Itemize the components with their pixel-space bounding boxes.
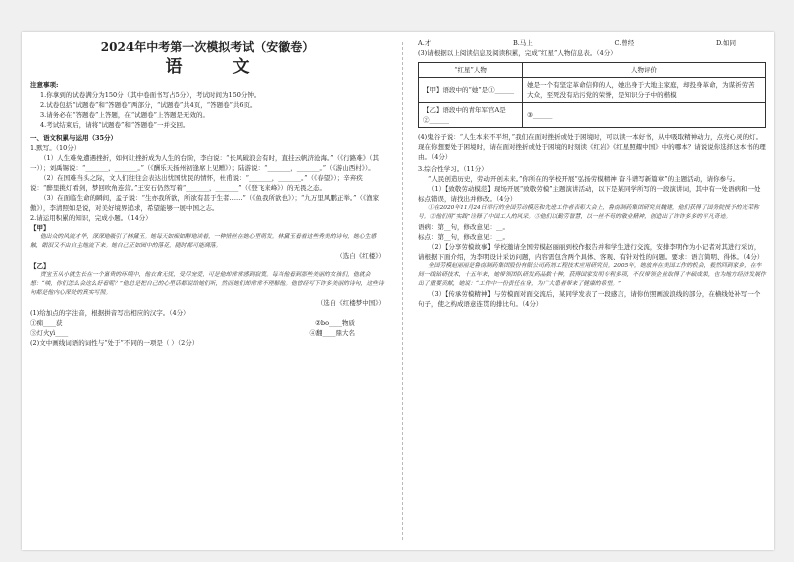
option-b: B.马上 bbox=[512, 39, 533, 47]
question-1-line: （2）在国难当头之际，文人们往往会表达出忧国忧民的情怀，杜甫说：“_______，_______。”（《春望》）；辛弃疾说：“醉里挑灯看剑，梦回吹角连营。”王安石仍然写着“_______，_______”（《登飞来峰》）的无畏之态。 bbox=[30, 174, 363, 192]
pinyin-item: ①痴____获 bbox=[30, 319, 63, 327]
pinyin-item: ②bo____物质 bbox=[315, 319, 355, 327]
section-heading: 一、语文积累与运用（35分） bbox=[30, 134, 118, 142]
table-header: 人物评价 bbox=[523, 63, 766, 78]
table-header: “红星”人物 bbox=[419, 63, 523, 78]
speech-text: ①在2020年11月24日举行的全国劳动模范和先进工作者表彰大会上，鲁南制药集团研究员魏建，他们获得了国务院授予的光荣称号。②他们用“实践”诠释了中国工人的风采。③他们以勤劳智慧，以一丝不苟的敬业精神，创造出了许许多多的平凡奇迹。 bbox=[418, 205, 759, 220]
table-cell: ③______ bbox=[523, 103, 766, 128]
notes-heading: 注意事项: bbox=[30, 81, 59, 89]
subquestion-1: （1）【致敬劳动模范】现场开展“致敬劳模”主题演讲活动，以下是某同学所写的一段演讲词，其中有一处语病和一处标点错误，请找出并修改。（4分） bbox=[418, 185, 761, 203]
fix-line: 标点：第__句，修改意见：__。 bbox=[418, 233, 509, 241]
passage-yi-source: （选自《红楼梦中国》） bbox=[316, 299, 385, 307]
right-column bbox=[418, 38, 766, 309]
note-item: 1.你拿到的试卷满分为150分（其中卷面书写占5分），考试时间为150分钟。 bbox=[40, 91, 261, 99]
passage-jia-label: 【甲】 bbox=[30, 224, 50, 232]
activity-lead: “人民创造历史，劳动开创未来。”你所在的学校开展“弘扬劳模精神 奋斗谱写新篇章”的主题活动，请你参与。 bbox=[428, 175, 740, 183]
note-item: 3.请务必在“答题卷”上答题，在“试题卷”上答题是无效的。 bbox=[40, 111, 209, 119]
passage-yi-label: 【乙】 bbox=[30, 262, 50, 270]
column-divider bbox=[402, 42, 403, 540]
option-c: C.曾经 bbox=[614, 39, 635, 47]
character-info-table bbox=[418, 62, 766, 128]
note-item: 2.试卷包括“试题卷”和“答题卷”两部分，“试题卷”共4页，“答题卷”共6页。 bbox=[40, 101, 257, 109]
subquestion-2: （2）【分享劳模故事】学校邀请全国劳模赵丽丽到校作报告并和学生进行交流，安排李明作为小记者对其进行采访，请根据下面介绍，为李明设计采访问题，内容需包含两个具体、客观、有针对性的问题。要求：语言简明、得体。（4分） bbox=[418, 243, 764, 261]
table-cell: 【甲】语段中的“她”是①______ bbox=[419, 78, 523, 103]
question-1-line: （1）人生难免遭遇挫折，如何让挫折成为人生的台阶，李白说：“长风破浪会有时，直挂云帆济沧海。”（《行路难》（其一））；刘禹锡说：“_______，_______。”（《酬乐天扬州初逢席上见赠》）；陆游说：“_______，_______。”（《游山西村》）。 bbox=[30, 154, 380, 172]
table-cell: 她是一个有坚定革命信仰的人，她出身于大地主家庭，却投身革命，为谋祈劳苦大众，至死没有玷污党的荣誉，是知识分子中的楷模 bbox=[523, 78, 766, 103]
passage-jia-source: （选自《红楼》） bbox=[336, 252, 385, 260]
pinyin-row bbox=[30, 318, 385, 328]
subquestion-2-2: (2)文中画线词语的词性与“处于”不同的一项是（ ）（2分） bbox=[30, 339, 199, 347]
subquestion-2-1: (1)给加点的字注音，根据拼音写出相应的汉字。（4分） bbox=[30, 309, 190, 317]
question-1-title: 1.默写。（10分） bbox=[30, 144, 81, 152]
model-intro-text: 全国劳模赵丽丽是鲁南制药集团股份有限公司药剂工程技术应用研究员。2005年，她放弃在美国工作的机会，毅然回到家乡，在车间一线钻研技术，十五年来，她带领团队研发药品数十种，获得国家发明专利多项，不仅带领企业取得了丰硕成果，也为地方经济发展作出了重要贡献，她说：“工作中一份责任在身，为广大患者带来了健康的希望。” bbox=[418, 263, 766, 287]
pinyin-row bbox=[30, 328, 385, 338]
exam-page bbox=[22, 32, 774, 550]
passage-jia-text: 他出众的风流才华，深深地吸引了林黛玉。她每天如痴如醉地读着，一种情丝在她心里萌发。林黛玉看着这些秀美的诗句，她心生感触，眼泪又不由自主地流下来。她自己正如园中的落花，随时都可能凋落。 bbox=[30, 234, 377, 249]
question-1-line: （3）在面临生命的瞬间，孟子说：“生亦我所欲，所欲有甚于生者……”（《鱼我所欲也》）；“九万里风鹏正举。”（《渔家傲》），李清照如是说，对美好境界追求，希望能够一展中国之志。 bbox=[30, 194, 380, 212]
option-d: D.如同 bbox=[715, 39, 736, 47]
choice-options bbox=[418, 38, 766, 48]
table-row bbox=[419, 103, 766, 128]
passage-yi-text: 贾宝玉从小就生长在一个富贵的环境中，他衣食无忧，受尽宠爱，可是他却常常感到寂寞。每当他看到那些美丽的女孩们，他就会想：“咦，你们怎么会这么好看呢？”他总是把自己的心里话都说给她们听，然而她们却常常不理解他。他曾经写下许多美丽的诗句，这些诗句都是他内心深处的真实写照。 bbox=[30, 272, 384, 296]
subject-title: 语 文 bbox=[165, 57, 272, 77]
table-row bbox=[419, 78, 766, 103]
fix-line: 语病：第__句，修改意见：__。 bbox=[418, 223, 509, 231]
left-column bbox=[30, 38, 385, 348]
subquestion-3: （3）【传承劳模精神】与劳模面对面交流后，某同学发表了一段感言，请你仿照画波浪线的部分，在横线处补写一个句子，使之构成语意连贯的排比句。（4分） bbox=[418, 290, 761, 308]
note-item: 4.考试结束后，请将“试题卷”和“答题卷”一并交回。 bbox=[40, 121, 190, 129]
pinyin-item: ④翻____鼎大名 bbox=[309, 329, 355, 337]
option-a: A.才 bbox=[418, 39, 432, 47]
question-3-intro: (3)请根据以上阅读信息及阅读积累，完成“红星”人物信息表。（4分） bbox=[418, 49, 617, 57]
table-cell: 【乙】语段中的青年军官A是②______ bbox=[419, 103, 523, 128]
pinyin-item: ③灯火yì____ bbox=[30, 329, 69, 337]
question-2-title: 2.请运用积累的知识，完成小题。（14分） bbox=[30, 214, 152, 222]
question-3-title: 3.综合性学习。（11分） bbox=[418, 165, 488, 173]
exam-title: 2024年中考第一次模拟考试（安徽卷） bbox=[100, 40, 315, 54]
question-4: (4)鬼谷子说：“人生本来不平坦，”我们在面对挫折或处于困境时，可以读一本好书，从中吸取精神动力，点亮心灵的灯。现在你想要处于困境时，请在面对挫折或处于困境的时刻读《红岩》《红星照耀中国》中的哪本？请说说你选择这本书的理由。（4分） bbox=[418, 133, 766, 161]
